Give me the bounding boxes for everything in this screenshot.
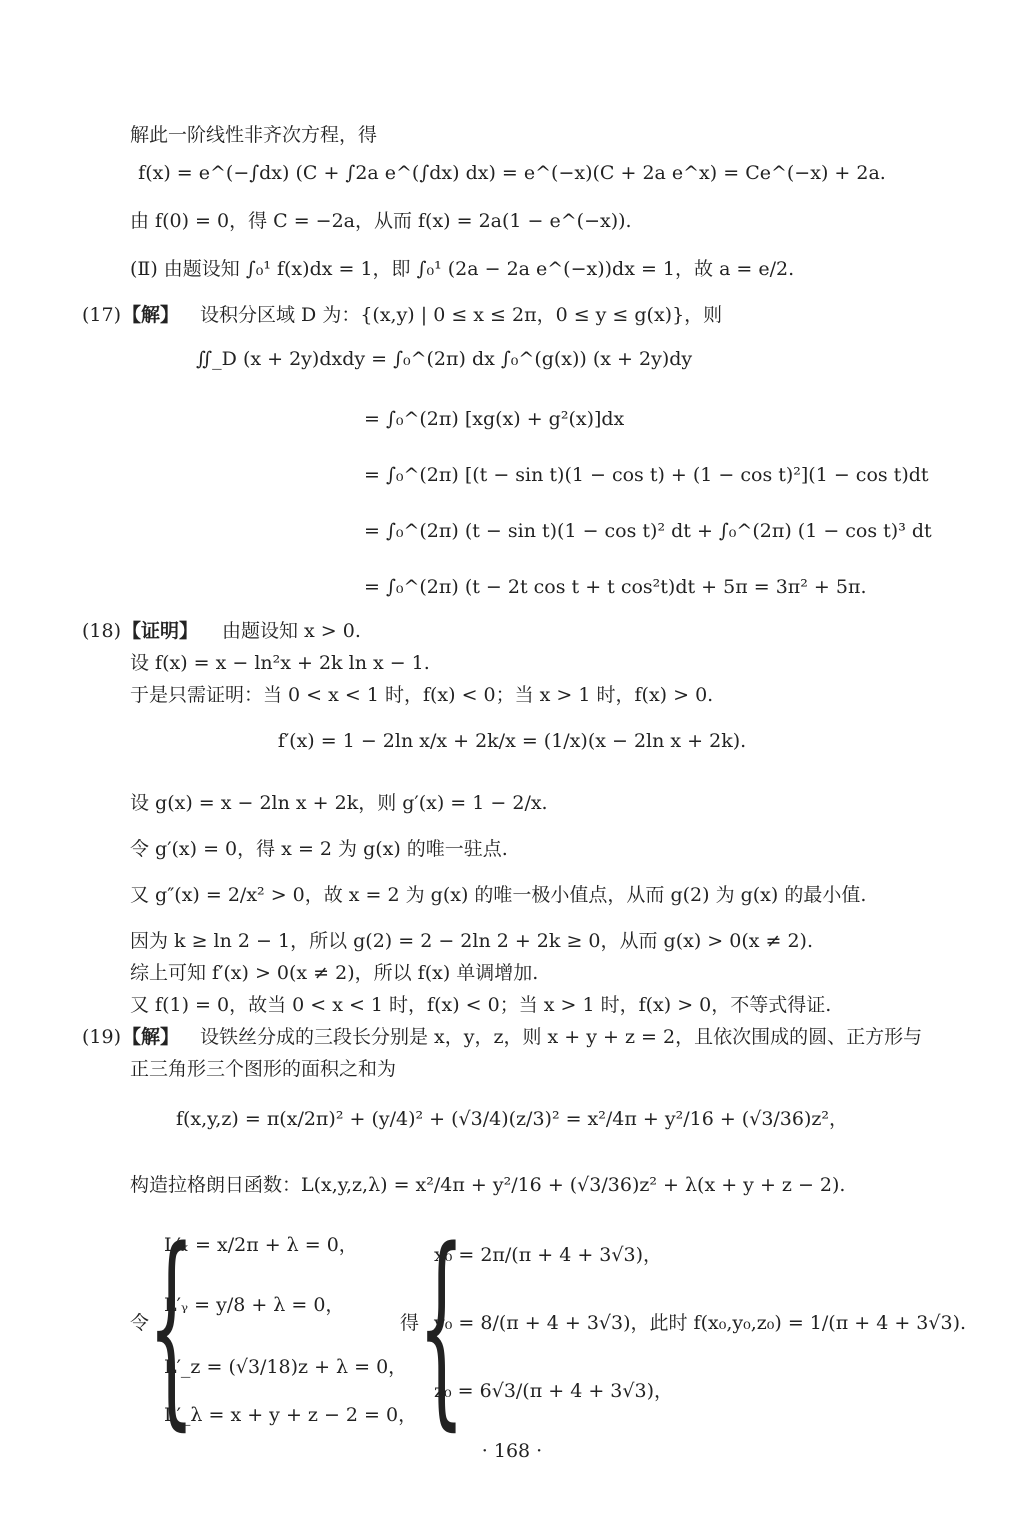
equation: L′ᵧ = y/8 + λ = 0， — [164, 1294, 345, 1316]
text-line: 正三角形三个图形的面积之和为 — [130, 1058, 397, 1080]
equation: = ∫₀^(2π) [(t − sin t)(1 − cos t) + (1 − cos t)²](1 − cos t)dt — [364, 464, 929, 486]
text-line: 构造拉格朗日函数：L(x,y,z,λ) = x²/4π + y²/16 + (√3/36)z² + λ(x + y + z − 2). — [130, 1174, 846, 1196]
text-line: 设 g(x) = x − 2ln x + 2k，则 g′(x) = 1 − 2/x. — [130, 792, 548, 814]
equation: y₀ = 8/(π + 4 + 3√3)，此时 f(x₀,y₀,z₀) = 1/(π + 4 + 3√3). — [434, 1312, 967, 1334]
text-line: 设 f(x) = x − ln²x + 2k ln x − 1. — [130, 652, 430, 674]
proof-tag: 【证明】 — [122, 620, 199, 642]
equation: L′_λ = x + y + z − 2 = 0， — [164, 1404, 418, 1426]
equation: L′_z = (√3/18)z + λ = 0， — [164, 1356, 408, 1378]
equation: f(x) = e^(−∫dx) (C + ∫2a e^(∫dx) dx) = e^(−x)(C + 2a e^x) = Ce^(−x) + 2a. — [138, 162, 886, 184]
equation: L′ₓ = x/2π + λ = 0， — [164, 1234, 358, 1256]
solution-tag: 【解】 — [122, 304, 180, 326]
equation: = ∫₀^(2π) [xg(x) + g²(x)]dx — [364, 408, 625, 430]
text-line: 解此一阶线性非齐次方程，得 — [130, 124, 378, 146]
equation: x₀ = 2π/(π + 4 + 3√3)， — [434, 1244, 662, 1266]
problem-number: (19) — [82, 1026, 122, 1048]
text-line: 由题设知 x > 0. — [222, 620, 361, 642]
problem-number: (18) — [82, 620, 122, 642]
text-line: 令 g′(x) = 0，得 x = 2 为 g(x) 的唯一驻点. — [130, 838, 508, 860]
system-label: 得 — [400, 1312, 420, 1334]
equation: = ∫₀^(2π) (t − sin t)(1 − cos t)² dt + ∫₀^(2π) (1 − cos t)³ dt — [364, 520, 932, 542]
equation: = ∫₀^(2π) (t − 2t cos t + t cos²t)dt + 5π = 3π² + 5π. — [364, 576, 867, 598]
text-line: 设积分区域 D 为：{(x,y) | 0 ≤ x ≤ 2π，0 ≤ y ≤ g(x)}，则 — [200, 304, 723, 326]
equation: z₀ = 6√3/(π + 4 + 3√3)， — [434, 1380, 673, 1402]
text-line: 又 g″(x) = 2/x² > 0，故 x = 2 为 g(x) 的唯一极小值点，从而 g(2) 为 g(x) 的最小值. — [130, 884, 867, 906]
text-line: 设铁丝分成的三段长分别是 x，y，z，则 x + y + z = 2，且依次围成的圆、正方形与 — [200, 1026, 923, 1048]
text-line: 因为 k ≥ ln 2 − 1，所以 g(2) = 2 − 2ln 2 + 2k ≥ 0，从而 g(x) > 0(x ≠ 2). — [130, 930, 813, 952]
brace-icon: { — [418, 1204, 465, 1449]
solution-tag: 【解】 — [122, 1026, 180, 1048]
system-label: 令 — [130, 1312, 150, 1334]
page-number: · 168 · — [481, 1440, 543, 1462]
text-line: 综上可知 f′(x) > 0(x ≠ 2)，所以 f(x) 单调增加. — [130, 962, 539, 984]
problem-number: (17) — [82, 304, 122, 326]
equation: f′(x) = 1 − 2ln x/x + 2k/x = (1/x)(x − 2ln x + 2k). — [277, 730, 747, 752]
text-line: 由 f(0) = 0，得 C = −2a，从而 f(x) = 2a(1 − e^(−x)). — [130, 210, 632, 232]
equation: f(x,y,z) = π(x/2π)² + (y/4)² + (√3/4)(z/3)² = x²/4π + y²/16 + (√3/36)z²， — [175, 1108, 849, 1130]
text-line: 又 f(1) = 0，故当 0 < x < 1 时，f(x) < 0；当 x > 1 时，f(x) > 0，不等式得证. — [130, 994, 832, 1016]
brace-icon: { — [148, 1204, 195, 1449]
equation: ∬_D (x + 2y)dxdy = ∫₀^(2π) dx ∫₀^(g(x)) (x + 2y)dy — [196, 348, 693, 370]
text-line: (Ⅱ) 由题设知 ∫₀¹ f(x)dx = 1，即 ∫₀¹ (2a − 2a e^(−x))dx = 1，故 a = e/2. — [130, 258, 795, 280]
text-line: 于是只需证明：当 0 < x < 1 时，f(x) < 0；当 x > 1 时，f(x) > 0. — [130, 684, 714, 706]
